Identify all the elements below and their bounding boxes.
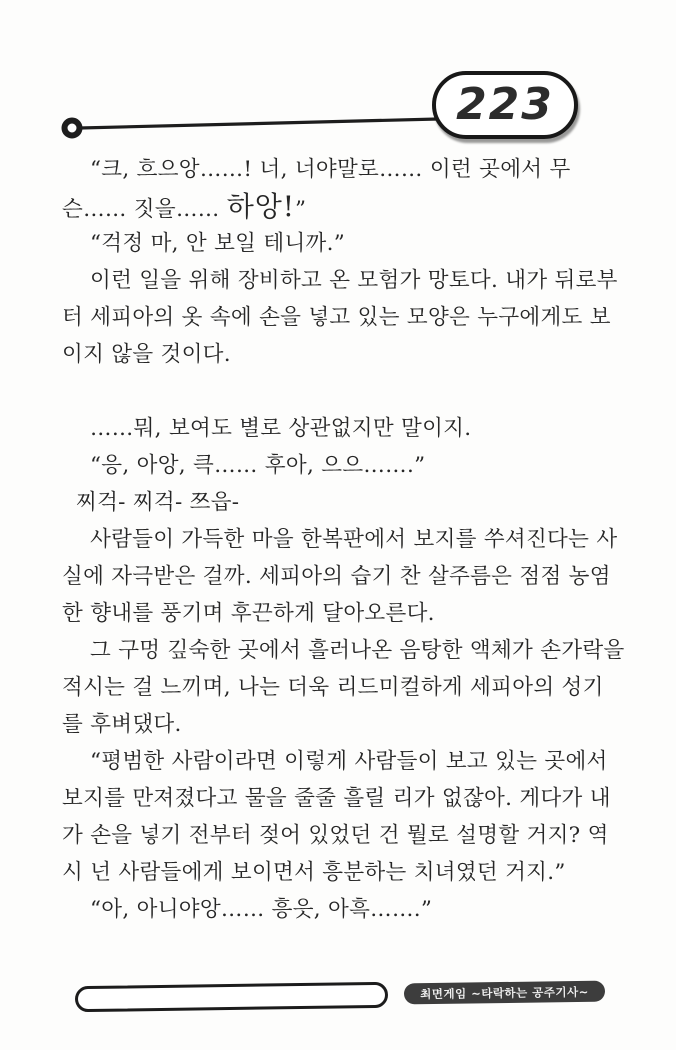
text-segment: “아, 아니야앙…… 흥읏, 아흑…….” — [90, 897, 433, 922]
page-number-capsule — [432, 71, 578, 139]
text-line — [62, 410, 618, 447]
text-segment: 그 구멍 깊숙한 곳에서 흘러나온 음탕한 액체가 손가락을 — [90, 638, 625, 663]
text-line — [62, 595, 618, 632]
text-line — [62, 151, 618, 188]
text-line — [62, 780, 618, 817]
text-line — [62, 262, 618, 299]
text-segment: ……뭐, 보여도 별로 상관없지만 말이지. — [90, 416, 472, 441]
text-line — [62, 817, 618, 854]
text-segment: 가 손을 넣기 전부터 젖어 있었던 건 뭘로 설명할 거지? 역 — [62, 823, 609, 848]
text-line — [62, 373, 618, 410]
body-text — [62, 151, 625, 928]
text-segment: 보지를 만져졌다고 물을 줄줄 흘릴 리가 없잖아. 게다가 내 — [62, 786, 611, 811]
text-line — [62, 558, 618, 595]
text-segment: 터 세피아의 옷 속에 손을 넣고 있는 모양은 누구에게도 보 — [62, 305, 611, 330]
text-line — [62, 225, 618, 262]
text-line — [62, 632, 625, 669]
text-line — [62, 521, 618, 558]
text-line — [62, 706, 618, 743]
text-segment: “크, 흐으앙……! 너, 너야말로…… 이런 곳에서 무 — [90, 157, 571, 182]
text-segment: “걱정 마, 안 보일 테니까.” — [90, 231, 346, 256]
text-segment: 찌걱- 찌걱- 쯔읍- — [76, 490, 240, 515]
text-line — [62, 484, 618, 521]
text-segment: 슨…… 짓을…… — [62, 197, 227, 222]
text-segment: 한 향내를 풍기며 후끈하게 달아오른다. — [62, 601, 435, 626]
text-line — [62, 743, 618, 780]
text-line — [62, 854, 618, 891]
footer-empty-box — [75, 982, 388, 1012]
text-segment: “평범한 사람이라면 이렇게 사람들이 보고 있는 곳에서 — [90, 749, 608, 774]
text-segment: 이런 일을 위해 장비하고 온 모험가 망토다. 내가 뒤로부 — [90, 268, 618, 293]
text-segment: 실에 자극받은 걸까. 세피아의 습기 찬 살주름은 점점 농염 — [62, 564, 611, 589]
page-number: 223 — [456, 78, 554, 130]
text-line — [62, 447, 618, 484]
leader-line — [80, 119, 438, 128]
text-line — [62, 299, 618, 336]
text-segment: 사람들이 가득한 마을 한복판에서 보지를 쑤셔진다는 사 — [90, 527, 618, 552]
text-segment: 를 후벼댔다. — [62, 712, 182, 737]
book-title-badge — [404, 981, 605, 1005]
text-segment: 적시는 걸 느끼며, 나는 더욱 리드미컬하게 세피아의 성기 — [62, 675, 604, 700]
text-line — [62, 336, 618, 373]
text-line — [62, 669, 618, 706]
text-segment: 시 넌 사람들에게 보이면서 흥분하는 치녀였던 거지.” — [62, 860, 566, 885]
text-segment: ” — [295, 197, 307, 222]
text-line — [62, 891, 618, 928]
text-segment: 이지 않을 것이다. — [62, 342, 231, 367]
ring-terminal-icon — [65, 121, 80, 136]
text-segment: “응, 아앙, 큭…… 후아, 으으…….” — [90, 453, 426, 478]
text-line — [62, 188, 618, 225]
book-title: 최면게임 ~타락하는 공주기사~ — [420, 984, 589, 1001]
emphasized-text: 하앙! — [226, 190, 296, 223]
page-number-leader-line — [58, 100, 450, 148]
